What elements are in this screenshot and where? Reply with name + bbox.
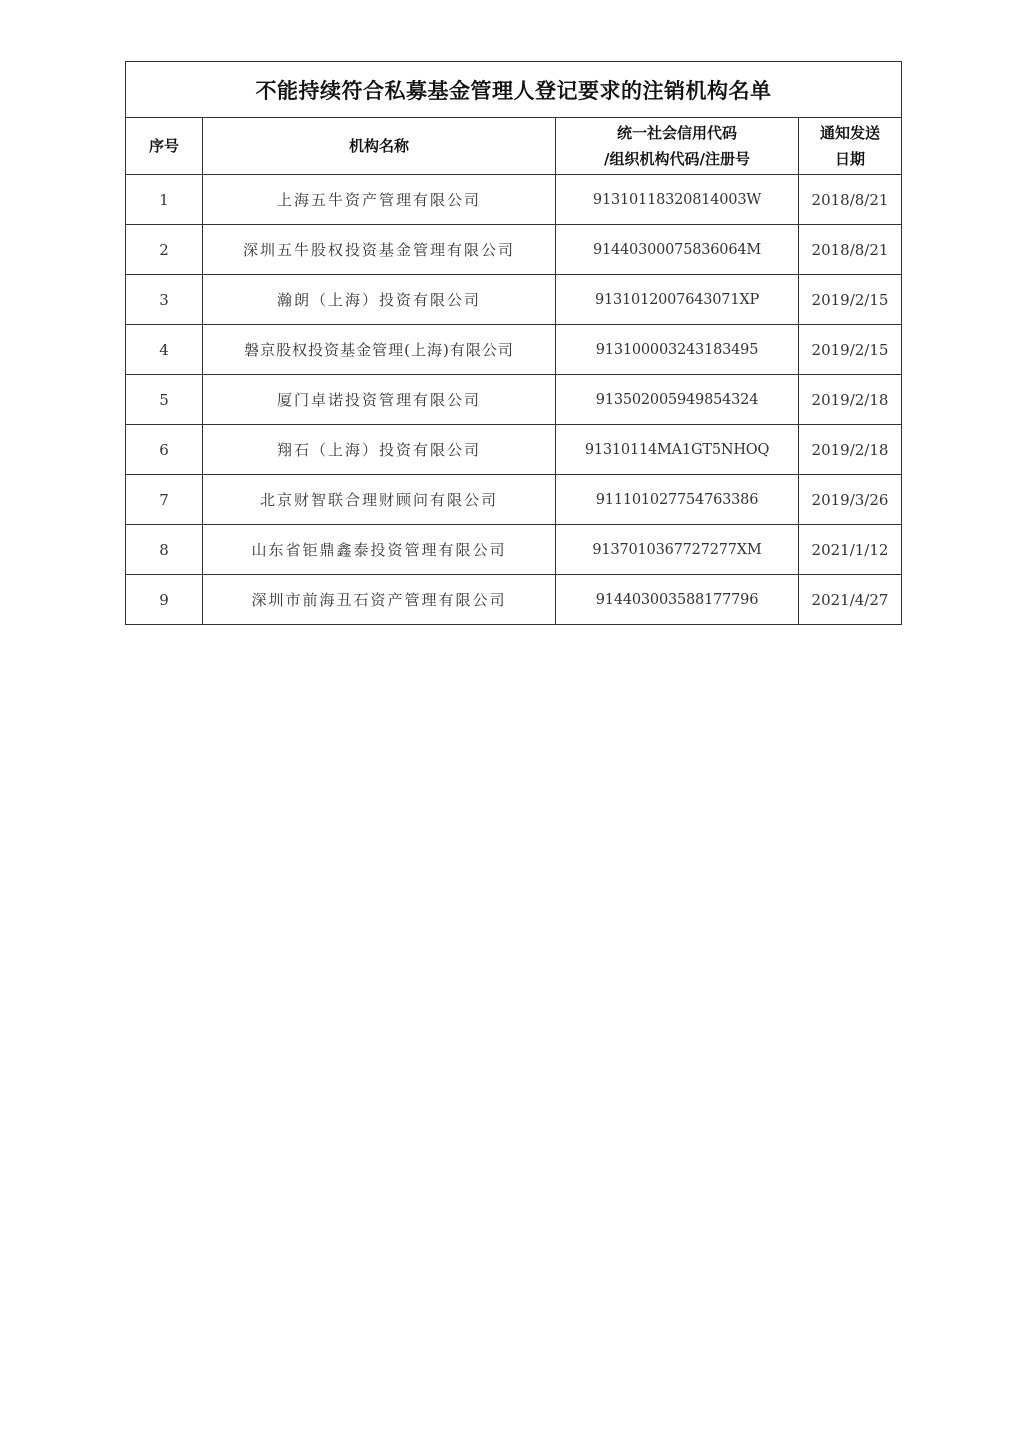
row-seq: 3	[126, 275, 203, 325]
row-date: 2019/2/18	[799, 425, 902, 475]
row-code: 91440300075836064M	[556, 225, 799, 275]
row-date: 2019/2/15	[799, 275, 902, 325]
row-code: 914403003588177796	[556, 575, 799, 625]
row-name: 上海五牛资产管理有限公司	[203, 175, 556, 225]
row-date: 2021/1/12	[799, 525, 902, 575]
row-name: 北京财智联合理财顾问有限公司	[203, 475, 556, 525]
header-code-line1: 统一社会信用代码	[616, 124, 737, 142]
table-row	[126, 425, 902, 475]
cancelled-institutions-table	[125, 61, 902, 625]
row-date: 2018/8/21	[799, 225, 902, 275]
header-name: 机构名称	[203, 118, 556, 175]
row-name: 磐京股权投资基金管理(上海)有限公司	[203, 325, 556, 375]
row-seq: 1	[126, 175, 203, 225]
document-title: 不能持续符合私募基金管理人登记要求的注销机构名单	[126, 62, 902, 118]
row-code: 911101027754763386	[556, 475, 799, 525]
row-name: 深圳五牛股权投资基金管理有限公司	[203, 225, 556, 275]
header-code	[556, 118, 799, 175]
table-row	[126, 225, 902, 275]
row-code: 91310114MA1GT5NHOQ	[556, 425, 799, 475]
row-code: 913502005949854324	[556, 375, 799, 425]
row-name: 翔石（上海）投资有限公司	[203, 425, 556, 475]
row-code: 9137010367727277XM	[556, 525, 799, 575]
table-body	[126, 62, 902, 625]
table-row	[126, 575, 902, 625]
row-date: 2019/3/26	[799, 475, 902, 525]
row-seq: 7	[126, 475, 203, 525]
header-seq: 序号	[126, 118, 203, 175]
row-date: 2021/4/27	[799, 575, 902, 625]
table-row	[126, 525, 902, 575]
row-date: 2019/2/15	[799, 325, 902, 375]
header-date-line2: 日期	[834, 150, 865, 168]
table-row	[126, 475, 902, 525]
row-code: 913100003243183495	[556, 325, 799, 375]
title-row	[126, 62, 902, 118]
row-seq: 8	[126, 525, 203, 575]
row-seq: 2	[126, 225, 203, 275]
row-date: 2018/8/21	[799, 175, 902, 225]
row-name: 深圳市前海丑石资产管理有限公司	[203, 575, 556, 625]
row-seq: 6	[126, 425, 203, 475]
table-row	[126, 275, 902, 325]
table-row	[126, 375, 902, 425]
header-row	[126, 118, 902, 175]
table-row	[126, 325, 902, 375]
row-name: 山东省钜鼎鑫泰投资管理有限公司	[203, 525, 556, 575]
header-date	[799, 118, 902, 175]
row-seq: 4	[126, 325, 203, 375]
row-name: 瀚朗（上海）投资有限公司	[203, 275, 556, 325]
row-seq: 9	[126, 575, 203, 625]
row-name: 厦门卓诺投资管理有限公司	[203, 375, 556, 425]
table-row	[126, 175, 902, 225]
header-date-line1: 通知发送	[819, 124, 880, 142]
row-date: 2019/2/18	[799, 375, 902, 425]
row-code: 9131012007643071XP	[556, 275, 799, 325]
header-code-line2: /组织机构代码/注册号	[604, 150, 750, 168]
row-code: 91310118320814003W	[556, 175, 799, 225]
row-seq: 5	[126, 375, 203, 425]
